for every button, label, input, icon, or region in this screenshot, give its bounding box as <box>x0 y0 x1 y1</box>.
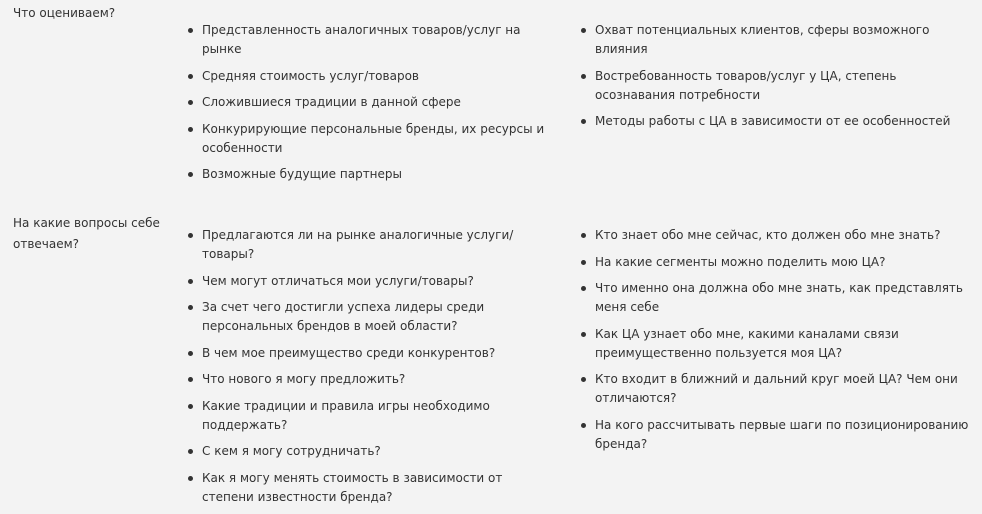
list-item: Предлагаются ли на рынке аналогичные услуги/товары? <box>188 226 548 264</box>
list-item: Представленность аналогичных товаров/услуг на рынке <box>188 21 548 59</box>
list-item: Что нового я могу предложить? <box>188 370 548 389</box>
list-item: Как ЦА узнает обо мне, какими каналами связи преимущественно пользуется моя ЦА? <box>581 325 976 363</box>
list-item: Как я могу менять стоимость в зависимости от степени известности бренда? <box>188 469 548 507</box>
list-item: Конкурирующие персональные бренды, их ресурсы и особенности <box>188 120 548 158</box>
questions-list-right <box>581 226 976 461</box>
list-item: Методы работы с ЦА в зависимости от ее особенностей <box>581 112 976 131</box>
section-label: Что оцениваем? <box>13 6 116 20</box>
section-label: На какие вопросы себе отвечаем? <box>13 216 160 251</box>
section-questions <box>0 205 982 504</box>
list-item: В чем мое преимущество среди конкурентов? <box>188 344 548 363</box>
list-item: Охват потенциальных клиентов, сферы возможного влияния <box>581 21 976 59</box>
list-item: С кем я могу сотрудничать? <box>188 442 548 461</box>
list-item: Востребованность товаров/услуг у ЦА, степень осознавания потребности <box>581 67 976 105</box>
criteria-list-right <box>581 21 976 139</box>
list-item: Средняя стоимость услуг/товаров <box>188 67 548 86</box>
list-item: Кто входит в ближний и дальний круг моей ЦА? Чем они отличаются? <box>581 370 976 408</box>
list-item: Какие традиции и правила игры необходимо поддержать? <box>188 397 548 435</box>
list-item: Чем могут отличаться мои услуги/товары? <box>188 272 548 291</box>
list-item: Кто знает обо мне сейчас, кто должен обо мне знать? <box>581 226 976 245</box>
list-item: За счет чего достигли успеха лидеры среди персональных брендов в моей области? <box>188 298 548 336</box>
questions-list-left <box>188 226 548 514</box>
list-item: На какие сегменты можно поделить мою ЦА? <box>581 253 976 272</box>
section-what-we-evaluate <box>0 0 982 180</box>
list-item: На кого рассчитывать первые шаги по позиционированию бренда? <box>581 416 976 454</box>
list-item: Возможные будущие партнеры <box>188 165 548 184</box>
list-item: Что именно она должна обо мне знать, как представлять меня себе <box>581 279 976 317</box>
criteria-list-left <box>188 21 548 192</box>
list-item: Сложившиеся традиции в данной сфере <box>188 93 548 112</box>
